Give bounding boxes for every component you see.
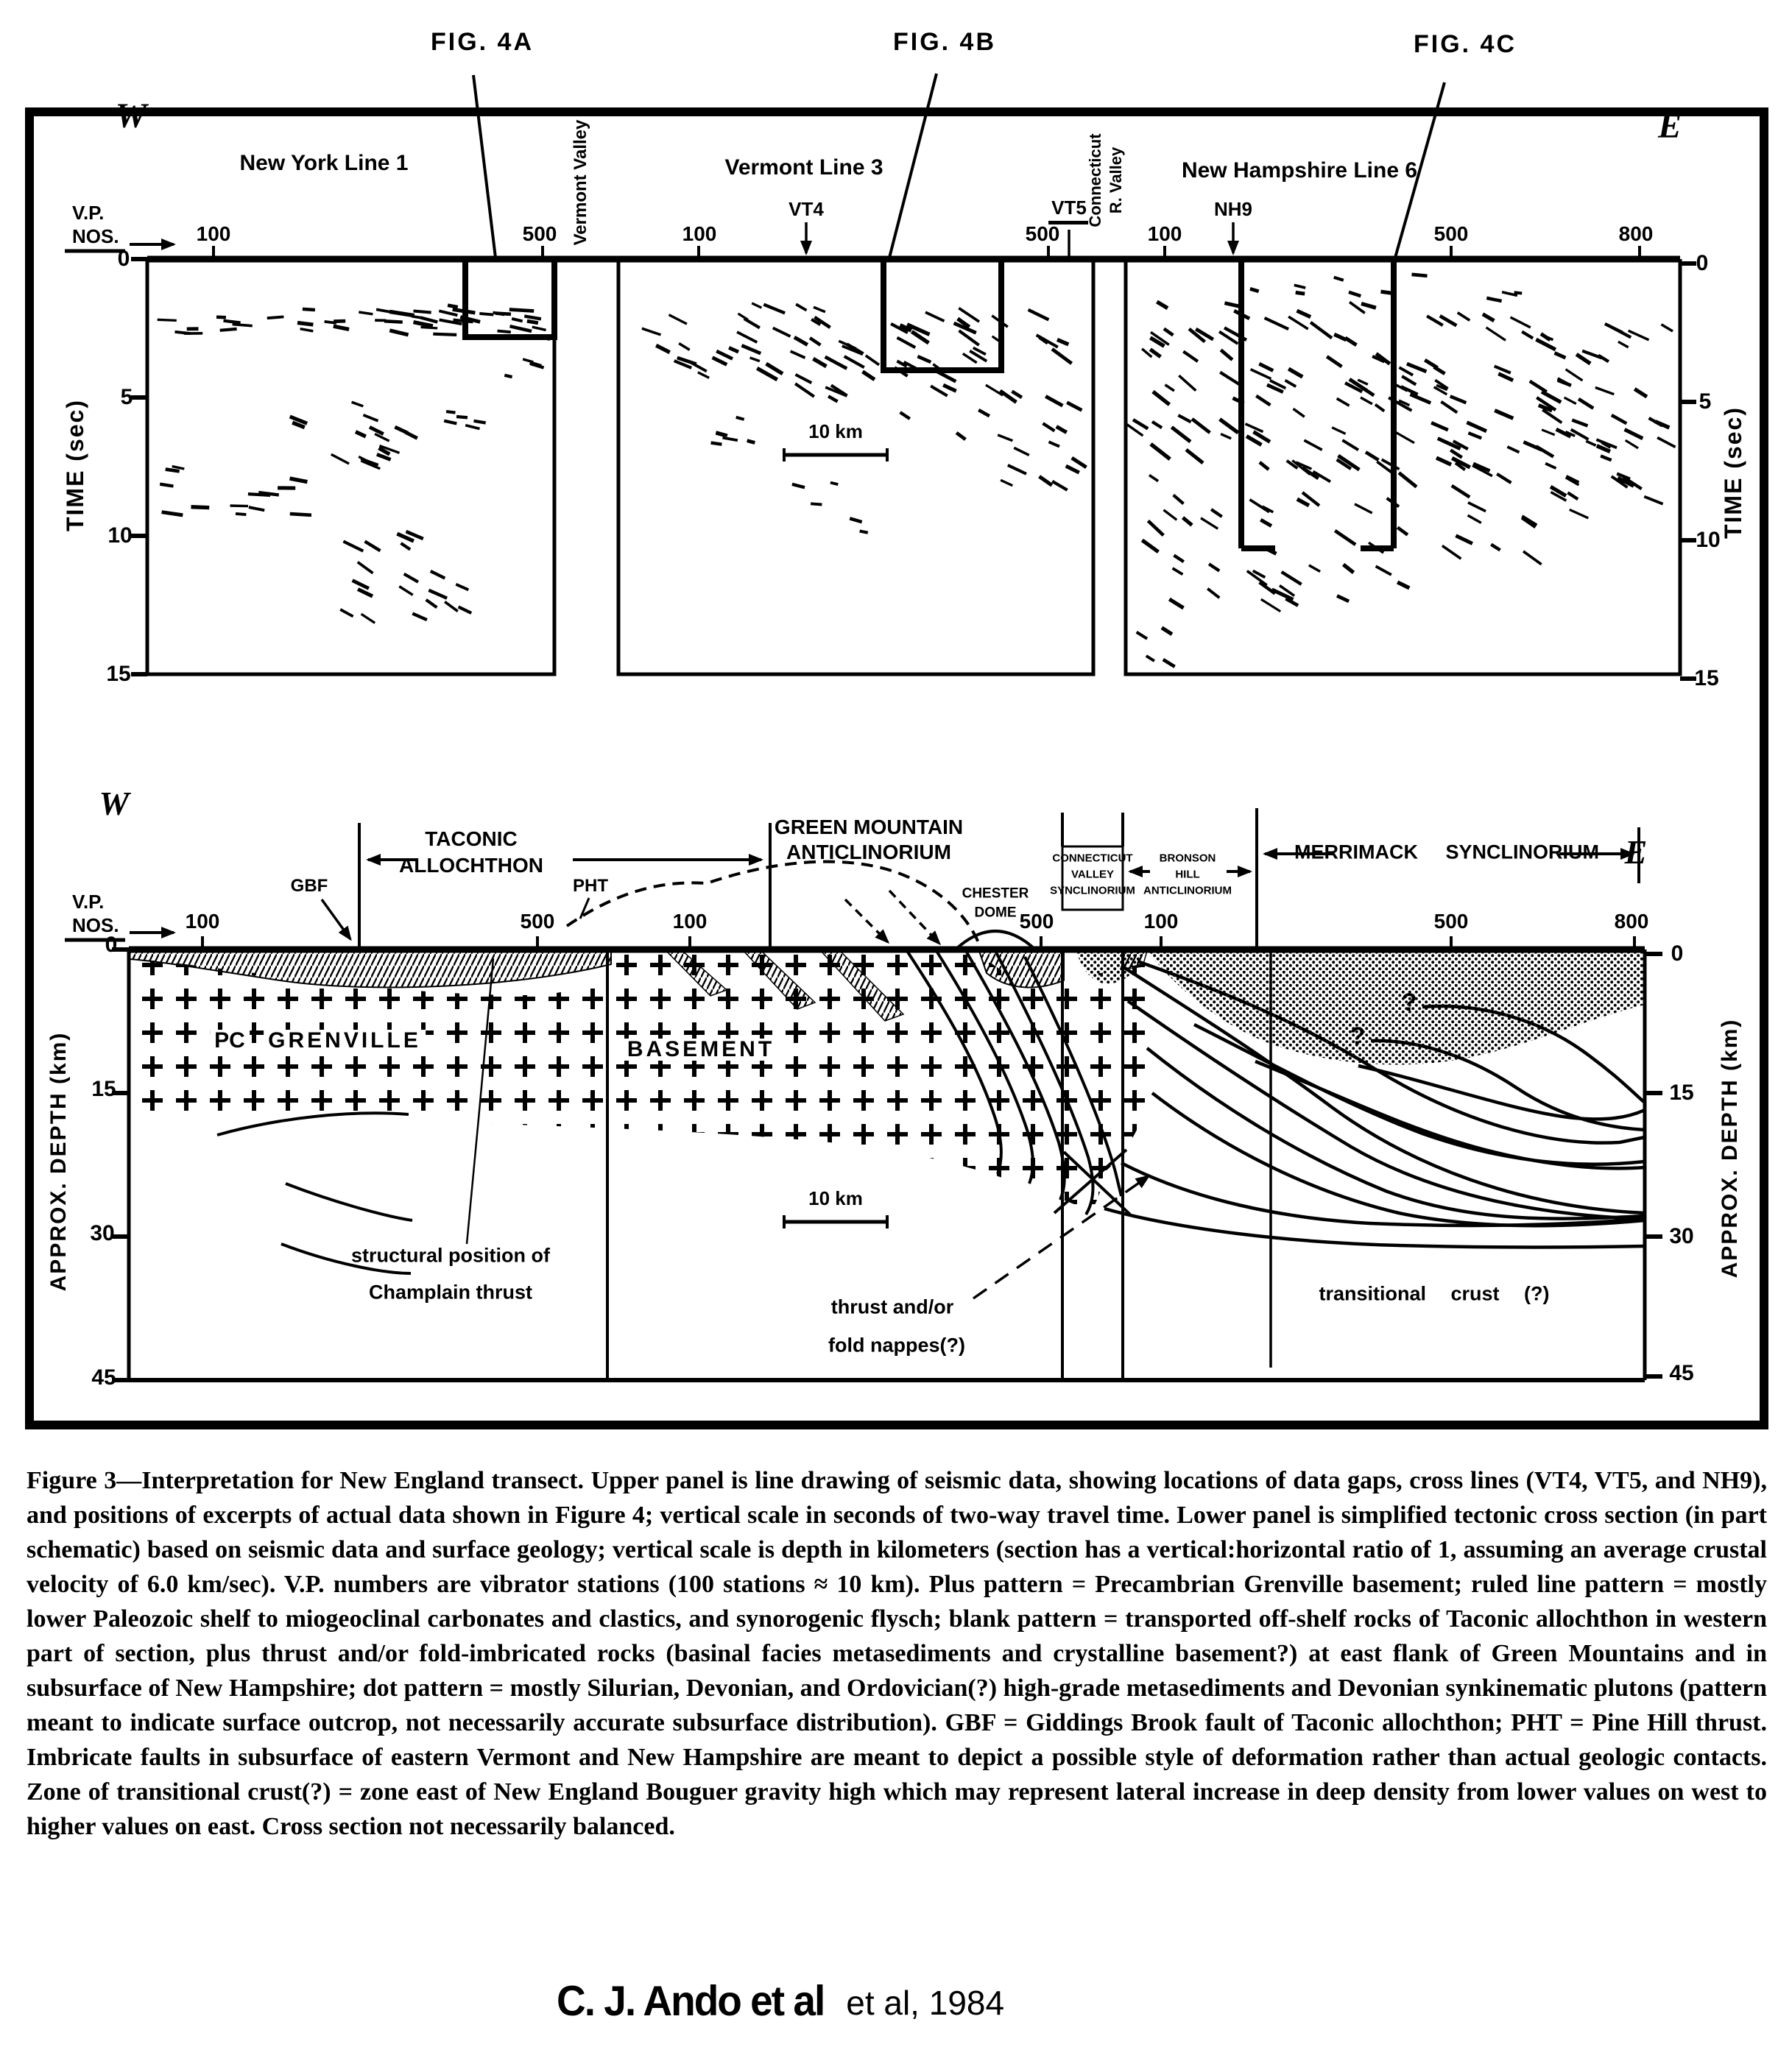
fig-4a-label: FIG. 4A (430, 28, 535, 56)
upper-nh-tick-800: 800 (1618, 222, 1654, 245)
depth-tick-30-right: 30 (1669, 1224, 1694, 1248)
panel-title-new-york: New York Line 1 (239, 151, 409, 175)
figure-caption: Figure 3—Interpretation for New England transect. Upper panel is line drawing of seismic data, showing locations of data gaps, cross lines (VT4, VT5, and NH9), and positions of excerpts of actual data shown in Figure 4; vertical scale in seconds of two-way travel time. Lower panel is simplified tectonic cross section (in part schematic) based on seismic data and surface geology; vertical scale is depth in kilometers (section has a vertical:horizontal ratio of 1, assuming an average crustal velocity of 6.0 km/sec). V.P. numbers are vibrator stations (100 stations ≈ 10 km). Plus pattern = Precambrian Grenville basement; ruled line pattern = mostly lower Paleozoic shelf to miogeoclinal carbonates and clastics, and synorogenic flysch; blank pattern = transported off-shelf rocks of Taconic allochthon in western part of section, plus thrust and/or fold-imbricated rocks (basinal facies metasediments and crystalline basement?) at east flank of Green Mountains and in subsurface of New Hampshire; dot pattern = mostly Silurian, Devonian, and Ordovician(?) high-grade metasediments and Devonian synkinematic plutons (pattern meant to indicate surface outcrop, not necessarily accurate subsurface distribution). GBF = Giddings Brook fault of Taconic allochthon; PHT = Pine Hill thrust. Imbricate faults in subsurface of eastern Vermont and New Hampshire are meant to depict a possible style of deformation rather than actual geologic contacts. Zone of transitional crust(?) = zone east of New England Bouguer gravity high which may represent lateral increase in deep density from lower values on west to higher values on east. Cross section not necessarily balanced. (27, 1467, 1767, 1840)
connecticut-valley-label-line2: R. Valley (1107, 146, 1125, 214)
time-tick-15-right: 15 (1694, 666, 1719, 690)
time-tick-15-left: 15 (106, 662, 131, 686)
upper-vp-label-1: V.P. (72, 202, 105, 224)
connecticut-valley-label-line1: Connecticut (1086, 133, 1104, 227)
connecticut-valley-synclinorium-line3: SYNCLINORIUM (1050, 884, 1135, 897)
basement-label: BASEMENT (623, 1039, 779, 1061)
time-tick-10-right: 10 (1696, 528, 1721, 552)
chester-dome-label-line2: DOME (974, 905, 1017, 921)
green-mountain-label-line1: GREEN MOUNTAIN (774, 816, 964, 838)
crossline-vt4-label: VT4 (789, 198, 824, 220)
upper-west-label: W (115, 96, 147, 135)
transitional-crust-label: transitional crust (?) (1319, 1282, 1550, 1305)
lower-west-label: W (99, 785, 130, 822)
time-tick-10-left: 10 (107, 523, 133, 548)
lower-tick-vt-500: 500 (1019, 910, 1054, 933)
lower-vp-label-2: NOS. (72, 914, 119, 936)
upper-vt-tick-100: 100 (682, 222, 717, 245)
lower-east-label: E (1624, 833, 1648, 871)
upper-east-label: E (1657, 107, 1682, 146)
champlain-thrust-label-line2: Champlain thrust (368, 1281, 533, 1304)
depth-axis-label-left: APPROX. DEPTH (km) (46, 1031, 71, 1292)
depth-tick-45-left: 45 (91, 1365, 116, 1390)
lower-tick-nh-500: 500 (1433, 910, 1469, 933)
depth-tick-15-right: 15 (1669, 1081, 1694, 1105)
time-tick-5-right: 5 (1698, 389, 1712, 414)
attribution-scanned-name: C. J. Ando et al (557, 1976, 825, 2025)
depth-tick-30-left: 30 (90, 1221, 115, 1245)
depth-tick-45-right: 45 (1669, 1361, 1694, 1385)
taconic-allochthon-label-line2: ALLOCHTHON (399, 854, 543, 877)
lower-tick-nh-100: 100 (1143, 910, 1179, 933)
taconic-allochthon-label-line1: TACONIC (425, 827, 518, 850)
pht-label: PHT (573, 876, 608, 896)
time-tick-5-left: 5 (120, 385, 133, 409)
depth-tick-0-right: 0 (1671, 941, 1684, 966)
lower-tick-ny-500: 500 (520, 910, 555, 933)
depth-axis-label-right: APPROX. DEPTH (km) (1718, 1018, 1742, 1279)
time-tick-0-left: 0 (117, 247, 130, 271)
lower-vp-label-1: V.P. (72, 891, 105, 913)
time-tick-0-right: 0 (1696, 251, 1709, 275)
nappes-label-line2: fold nappes(?) (828, 1334, 965, 1357)
fig-4b-label: FIG. 4B (892, 28, 997, 56)
panel-title-vermont: Vermont Line 3 (724, 155, 883, 180)
green-mountain-label-line2: ANTICLINORIUM (786, 841, 951, 863)
connecticut-valley-synclinorium-line1: CONNECTICUT (1052, 852, 1133, 865)
panel-title-new-hampshire: New Hampshire Line 6 (1181, 158, 1418, 183)
merrimack-synclinorium-label: MERRIMACK SYNCLINORIUM (1294, 841, 1599, 863)
upper-ny-tick-500: 500 (522, 222, 557, 245)
grenville-label: GRENVILLE (264, 1030, 426, 1052)
nappes-label-line1: thrust and/or (830, 1295, 954, 1318)
bronson-hill-label-line1: BRONSON (1159, 852, 1216, 865)
bronson-hill-label-line2: HILL (1175, 868, 1200, 881)
time-axis-label-left: TIME (sec) (62, 398, 88, 532)
pc-label: PC (210, 1030, 250, 1052)
depth-tick-15-left: 15 (91, 1077, 116, 1101)
champlain-thrust-label-line1: structural position of (351, 1244, 550, 1267)
time-axis-label-right: TIME (sec) (1720, 406, 1746, 540)
crossline-vt5-label: VT5 (1051, 197, 1087, 219)
question-mark-1: ? (1401, 989, 1417, 1016)
chester-dome-label-line1: CHESTER (962, 885, 1029, 902)
lower-scale-bar-label: 10 km (808, 1187, 863, 1209)
upper-nh-tick-500: 500 (1433, 222, 1469, 245)
lower-tick-ny-100: 100 (185, 910, 220, 933)
depth-tick-0-left: 0 (105, 933, 118, 957)
question-mark-2: ? (1350, 1022, 1366, 1050)
upper-nh-tick-100: 100 (1147, 222, 1182, 245)
upper-vp-label-2: NOS. (72, 225, 119, 247)
connecticut-valley-synclinorium-line2: VALLEY (1070, 868, 1115, 881)
attribution-suffix: et al, 1984 (846, 1984, 1005, 2022)
upper-scale-bar-label: 10 km (808, 420, 863, 442)
fig-4c-label: FIG. 4C (1413, 30, 1517, 58)
upper-vt-tick-500: 500 (1025, 222, 1060, 245)
lower-tick-nh-800: 800 (1614, 910, 1649, 933)
upper-ny-tick-100: 100 (196, 222, 231, 245)
bronson-hill-label-line3: ANTICLINORIUM (1143, 884, 1232, 897)
lower-tick-vt-100: 100 (672, 910, 708, 933)
attribution (557, 1977, 1004, 2024)
vermont-valley-label: Vermont Valley (571, 119, 590, 246)
crossline-nh9-label: NH9 (1213, 198, 1253, 220)
gbf-label: GBF (290, 876, 328, 896)
